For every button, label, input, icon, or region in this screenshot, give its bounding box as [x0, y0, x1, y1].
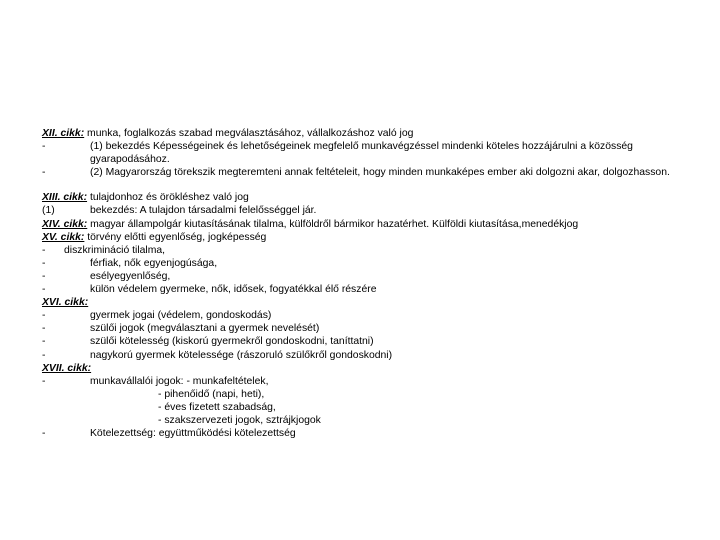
dash-bullet: -	[42, 336, 46, 348]
section-15-item-1	[42, 257, 682, 270]
section-17-right-3-text: - szakszervezeti jogok, sztrájkjogok	[158, 414, 321, 426]
dash-bullet: -	[42, 167, 46, 179]
section-15-item-1-text: férfiak, nők egyenjogúsága,	[90, 257, 218, 269]
section-12-title: munka, foglalkozás szabad megválasztásához, vállalkozáshoz való jog	[84, 128, 414, 139]
section-13-item-1	[42, 204, 682, 217]
section-12-item-1-text: (1) bekezdés Képességeinek és lehetőségeinek megfelelő munkavégzéssel mindenki köteles hozzájárulni a közösség gyarapodásához.	[90, 141, 633, 166]
section-17-right-1	[42, 388, 682, 401]
section-16-item-4-text: nagykorú gyermek kötelessége (rászoruló szülőkről gondoskodni)	[90, 349, 393, 361]
dash-bullet: -	[42, 349, 46, 361]
section-17-right-2-text: - éves fizetett szabadság,	[158, 401, 276, 413]
section-15-item-2	[42, 270, 682, 283]
section-15-title: törvény előtti egyenlőség, jogképesség	[84, 231, 267, 243]
section-16-heading	[42, 296, 682, 309]
section-16-item-1-text: gyermek jogai (védelem, gondoskodás)	[90, 310, 272, 322]
dash-bullet: -	[42, 257, 46, 269]
dash-bullet: -	[42, 375, 46, 387]
section-17-rights-intro	[42, 375, 682, 388]
section-14-heading	[42, 218, 682, 231]
section-15-item-3-text: külön védelem gyermeke, nők, idősek, fogyatékkal élő részére	[90, 284, 377, 296]
section-15-item-3	[42, 283, 682, 296]
section-12-heading	[42, 127, 682, 140]
section-15-heading	[42, 231, 682, 244]
section-13-item-1-text: bekezdés: A tulajdon társadalmi felelősséggel jár.	[90, 205, 317, 217]
section-14-title: magyar állampolgár kiutasításának tilalma, külföldről bármikor hazatérhet. Külföldi kiutasítása,menedékjog	[87, 218, 579, 230]
section-13-title: tulajdonhoz és örökléshez való jog	[87, 192, 249, 204]
section-15-item-0	[42, 244, 682, 257]
section-17-duty-text: Kötelezettség: együttműködési kötelezettség	[90, 428, 296, 440]
section-16-item-3-text: szülői kötelesség (kiskorú gyermekről gondoskodni, taníttatni)	[90, 336, 374, 348]
section-17-rights-intro-text: munkavállalói jogok: - munkafeltételek,	[90, 375, 269, 387]
section-17-right-1-text: - pihenőidő (napi, heti),	[158, 388, 265, 400]
spacer	[42, 179, 682, 191]
section-17-right-2	[42, 401, 682, 414]
section-16-item-2-text: szülői jogok (megválasztani a gyermek nevelését)	[90, 323, 320, 335]
section-12-item-2-text: (2) Magyarország törekszik megteremteni annak feltételeit, hogy minden munkaképes ember aki dolgozni akar, dolgozhasson.	[90, 167, 670, 179]
section-17-right-3	[42, 414, 682, 427]
section-17-heading	[42, 362, 682, 375]
section-17-duty	[42, 427, 682, 440]
section-13-heading	[42, 191, 682, 204]
dash-bullet: -	[42, 323, 46, 335]
section-16-item-4	[42, 349, 682, 362]
dash-bullet: -	[42, 244, 46, 256]
document-body	[42, 127, 682, 440]
section-15-item-2-text: esélyegyenlőség,	[90, 270, 171, 282]
dash-bullet: -	[42, 270, 46, 282]
section-16-label: XVI. cikk:	[42, 297, 89, 309]
section-15-item-0-text: diszkrimináció tilalma,	[64, 244, 166, 256]
section-16-item-3	[42, 335, 682, 348]
dash-bullet: -	[42, 310, 46, 322]
section-17-label: XVII. cikk:	[42, 362, 92, 374]
section-13-label: XIII. cikk:	[42, 192, 88, 204]
section-16-item-1	[42, 309, 682, 322]
section-12-label: XII. cikk:	[42, 128, 85, 139]
section-15-label: XV. cikk:	[42, 231, 85, 243]
section-16-item-2	[42, 322, 682, 335]
section-12-item-1	[42, 140, 682, 166]
dash-bullet: -	[42, 284, 46, 296]
section-13-item-number: (1)	[42, 205, 55, 217]
section-14-label: XIV. cikk:	[42, 218, 88, 230]
dash-bullet: -	[42, 428, 46, 440]
section-12-item-2	[42, 166, 682, 179]
dash-bullet: -	[42, 141, 46, 153]
